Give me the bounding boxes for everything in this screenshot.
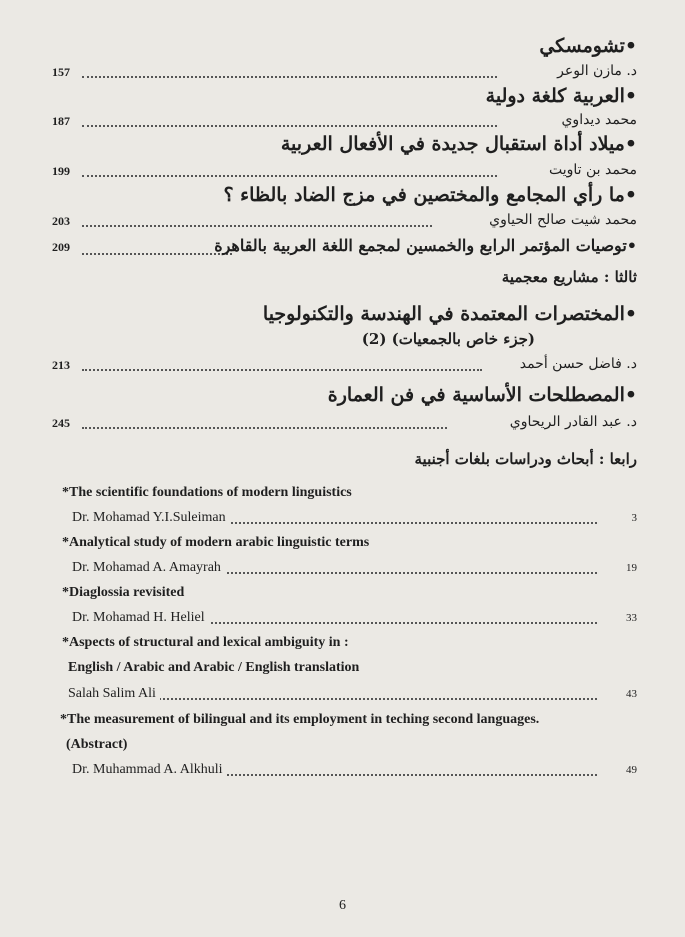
toc-entry-line bbox=[68, 686, 637, 704]
toc-page-number: 199 bbox=[52, 164, 70, 178]
toc-entry-author: د. عبد القادر الريحاوي bbox=[509, 414, 637, 430]
page-number: 6 bbox=[339, 898, 346, 913]
toc-entry-title: •ميلاد أداة استقبال جديدة في الأفعال العربية bbox=[280, 133, 637, 155]
toc-entry-line bbox=[72, 560, 637, 578]
toc-entry-author: محمد شيت صالح الحياوي bbox=[489, 212, 637, 228]
section-heading: رابعا : أبحاث ودراسات بلغات أجنبية bbox=[414, 450, 637, 468]
toc-entry-author: د. فاضل حسن أحمد bbox=[519, 356, 637, 372]
toc-entry-author: محمد ديداوي bbox=[561, 112, 637, 128]
toc-entry-line bbox=[52, 162, 637, 182]
toc-entry-author: Salah Salim Ali bbox=[68, 686, 160, 702]
toc-entry-author: Dr. Mohamad H. Heliel bbox=[72, 610, 209, 626]
toc-page-number: 33 bbox=[626, 612, 637, 624]
toc-entry-line bbox=[52, 356, 637, 376]
toc-entry-line bbox=[52, 63, 637, 83]
toc-entry-line bbox=[52, 212, 637, 232]
dot-leader bbox=[82, 225, 432, 227]
toc-page-number: 245 bbox=[52, 416, 70, 430]
dot-leader bbox=[82, 175, 497, 177]
toc-entry-line bbox=[72, 510, 637, 528]
dot-leader bbox=[82, 125, 497, 127]
toc-entry-line bbox=[52, 112, 637, 132]
dot-leader bbox=[82, 76, 497, 78]
toc-entry-line bbox=[72, 762, 637, 780]
toc-entry-author: د. مازن الوعر bbox=[557, 63, 637, 79]
toc-page-number: 209 bbox=[52, 240, 70, 254]
toc-page-number: 187 bbox=[52, 114, 70, 128]
toc-entry-line bbox=[52, 236, 637, 260]
toc-entry-title-continued: English / Arabic and Arabic / English translation bbox=[68, 660, 360, 675]
toc-entry-subtitle: (جزء خاص بالجمعيات) (2) bbox=[361, 330, 535, 348]
toc-page-number: 49 bbox=[626, 764, 637, 776]
toc-entry-title: •المصطلحات الأساسية في فن العمارة bbox=[327, 384, 637, 406]
toc-entry-title: *Aspects of structural and lexical ambiguity in : bbox=[62, 635, 349, 650]
toc-entry-title: *The measurement of bilingual and its employment in teching second languages. bbox=[60, 712, 540, 727]
toc-page-number: 157 bbox=[52, 65, 70, 79]
toc-entry-title-continued: (Abstract) bbox=[66, 737, 128, 752]
toc-entry-author: محمد بن تاويت bbox=[549, 162, 637, 178]
toc-entry-title: •تشومسكي bbox=[539, 35, 637, 57]
toc-page-number: 43 bbox=[626, 688, 637, 700]
toc-entry-title: *The scientific foundations of modern linguistics bbox=[62, 485, 352, 500]
toc-entry-title: *Analytical study of modern arabic linguistic terms bbox=[62, 535, 370, 550]
toc-entry-title: •توصيات المؤتمر الرابع والخمسين لمجمع اللغة العربية بالقاهرة bbox=[214, 236, 637, 255]
toc-entry-title: •ما رأي المجامع والمختصين في مزج الضاد بالظاء ؟ bbox=[223, 184, 637, 206]
dot-leader bbox=[82, 427, 447, 429]
toc-page-number: 203 bbox=[52, 214, 70, 228]
toc-entry-line bbox=[72, 610, 637, 628]
toc-page-number: 19 bbox=[626, 562, 637, 574]
dot-leader bbox=[82, 369, 482, 371]
toc-entry-title: *Diaglossia revisited bbox=[62, 585, 185, 600]
toc-entry-title: •العربية كلغة دولية bbox=[485, 85, 637, 107]
toc-page-number: 3 bbox=[631, 512, 637, 524]
toc-page-number: 213 bbox=[52, 358, 70, 372]
toc-entry-author: Dr. Mohamad Y.I.Suleiman bbox=[72, 510, 230, 526]
toc-entry-author: Dr. Muhammad A. Alkhuli bbox=[72, 762, 227, 778]
section-heading: ثالثا : مشاريع معجمية bbox=[501, 268, 637, 286]
toc-entry-line bbox=[52, 414, 637, 434]
toc-entry-title: •المختصرات المعتمدة في الهندسة والتكنولوجيا bbox=[262, 303, 637, 325]
toc-entry-author: Dr. Mohamad A. Amayrah bbox=[72, 560, 225, 576]
dot-leader bbox=[82, 253, 232, 255]
